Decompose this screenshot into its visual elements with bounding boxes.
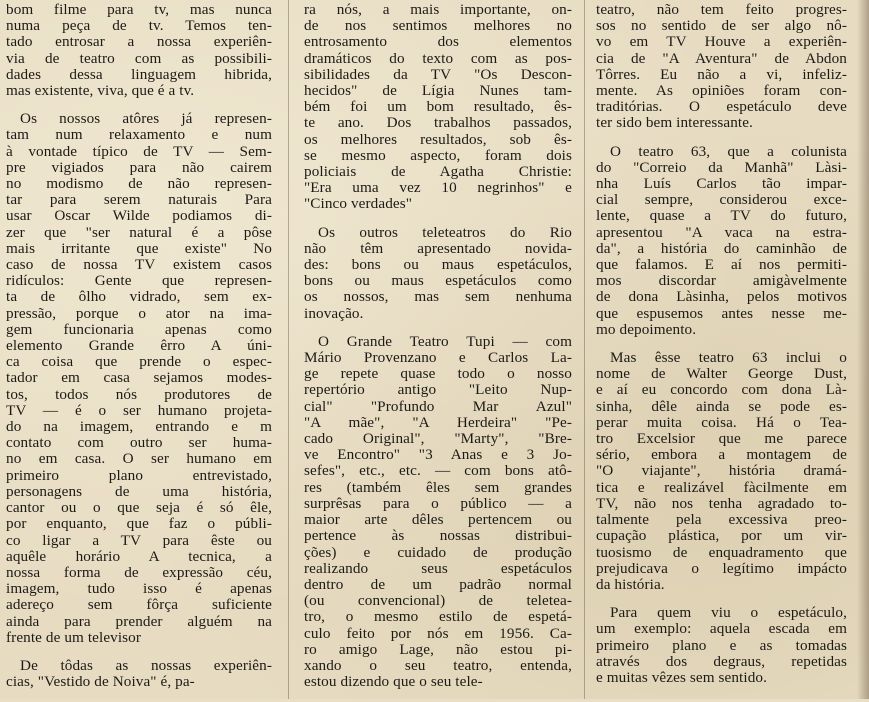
text-line: não têm apresentado novida- [304,239,572,257]
text-line: surprêsas para o público — a [304,494,572,512]
text-line: e muitas vêzes sem sentido. [596,668,767,686]
text-line: usar Oscar Wilde podiamos di- [6,207,272,225]
text-line: primeiro plano e as tomadas [596,636,847,654]
text-line: repertório antigo "Leito Nup- [304,381,572,399]
paragraph [596,605,847,686]
text-line: "Era uma vez 10 negrinhos" e [304,179,572,197]
text-line: imagem, tudo isso é apenas [6,580,272,598]
text-line: tar para serem naturais Para [6,191,272,209]
text-line: talmente pela excessiva preo- [596,511,847,529]
text-line: entrosamento dos elementos [304,33,572,51]
text-line: xando o seu teatro, entenda, [304,656,572,674]
column-2 [304,2,572,702]
text-line: se mesmo aspecto, foram dois [304,146,572,164]
text-line: cias, "Vestido de Noiva" é, pa- [6,673,195,691]
text-line: tado entrosar a nossa experiên- [6,33,272,51]
text-line: O teatro 63, que a colunista [610,142,847,160]
text-line: TV, não nos tenha agradado to- [596,494,847,512]
text-line: cupação plástica, por um vir- [596,527,847,545]
text-line: mais irritante que existe" No [6,239,272,257]
text-line: ridículos: Gente que represen- [6,272,272,290]
text-line: cia de "A Aventura" de Abdon [596,49,847,67]
text-line: ra nós, a mais importante, on- [304,1,572,18]
text-line: policiais de Agatha Christie: [304,163,572,181]
column-3 [596,2,847,698]
paragraph [304,334,572,690]
text-line: contato com outro ser huma- [6,434,272,452]
text-line: pressão, porque o ator na ima- [6,304,272,322]
text-line: mos discordar amigàvelmente [596,272,847,290]
text-line: que espusemos antes nesse me- [596,304,847,322]
text-line: sefes", etc., etc. — com bons atô- [304,462,572,480]
text-line: O Grande Teatro Tupi — com [318,332,572,350]
text-line: Para quem viu o espetáculo, [610,604,847,622]
text-line: personagens de uma história, [6,482,272,500]
text-line: ge repete quase todo o nosso [304,365,572,383]
text-line: res (também êles sem grandes [304,478,572,496]
text-line: ta de ôlho vidrado, sem ex- [6,288,272,306]
text-line: Os outros teleteatros do Rio [318,223,572,241]
text-line: traditórias. O espetáculo deve [596,98,847,116]
text-line: ca coisa que prende o espec- [6,353,272,371]
paper-edge-shadow [857,0,869,699]
text-line: des: bons ou maus espetáculos, [304,256,572,274]
text-line: da história. [596,575,665,593]
text-line: elemento Grande êrro A úni- [6,337,272,355]
paragraph [304,2,572,213]
text-line: os melhores resultados, sob ês- [304,130,572,148]
text-line: "O viajante", história dramá- [596,462,847,480]
text-line: TV — é o ser humano projeta- [6,401,272,419]
text-line: no em casa. O ser humano em [6,450,272,468]
text-line: mente. As opiniões foram con- [596,82,847,100]
text-line: zer que "ser natural é a pôse [6,223,272,241]
text-line: nome de Walter George Dust, [596,365,847,383]
text-line: "A mãe", "A Herdeira" "Pe- [304,413,572,431]
text-line: dades dessa linguagem hibrida, [6,65,272,83]
column-1 [6,2,272,702]
text-line: e aí eu concordo com dona Là- [596,381,847,399]
text-line: Tôrres. Eu não a vi, infeliz- [596,65,847,83]
text-line: ve Encontro" "3 Anas e 3 Jo- [304,446,572,464]
text-line: tos, todos nós produtores de [6,385,272,403]
text-line: cial sempre, considerou exce- [596,191,847,209]
text-line: culo feito por nós em 1956. Ca- [304,624,572,642]
paragraph [304,225,572,322]
text-line: via de teatro com as possibili- [6,49,272,67]
text-line: tam num relaxamento e num [6,126,272,144]
text-line: por enquanto, que faz o públi- [6,515,272,533]
text-line: bons ou maus espetáculos como [304,272,572,290]
text-line: estou dizendo que o seu tele- [304,673,483,691]
paragraph [596,2,847,132]
text-line: dramáticos do texto com as pos- [304,49,572,67]
text-line: do "Correio da Manhã" Làsi- [596,158,847,176]
text-line: numa peça de tv. Temos ten- [6,17,272,35]
text-line: cado Original", "Marty", "Bre- [304,430,572,448]
text-line: primeiro plano entrevistado, [6,466,272,484]
column-divider [584,0,585,699]
text-line: inovação. [304,304,364,322]
text-line: ções) e cuidado de produção [304,543,572,561]
text-line: de dona Làsinha, pelos motivos [596,288,847,306]
text-line: aquêle horário A tecnica, a [6,547,272,565]
text-line: apresentou "A vaca na estra- [596,223,847,241]
text-line: sibilidades da TV "Os Descon- [304,65,572,83]
text-line: um exemplo: aquela escada em [596,620,847,638]
text-line: sinha, dêle ainda se pode es- [596,397,847,415]
text-line: à vontade típico de TV — Sem- [6,142,272,160]
text-line: prejudicava o legítimo impácto [596,559,847,577]
text-line: perar muita coisa. Há o Tea- [596,413,847,431]
text-line: nha Luís Carlos tão impar- [596,175,847,193]
text-line: ainda para prender alguém na [6,612,272,630]
text-line: tuosismo de enquadramento que [596,543,847,561]
paragraph [6,658,272,690]
text-line: cantor ou o que seja é só êle, [6,499,272,517]
paragraph [6,2,272,99]
text-line: (ou convencional) de teletea- [304,592,572,610]
text-line: do na imagem, entrando e m [6,418,272,436]
text-line: maior arte dêles pertencem ou [304,511,572,529]
text-line: te ano. Dos trabalhos passados, [304,114,572,132]
paragraph [596,144,847,338]
text-line: mas existente, viva, que é a tv. [6,82,195,100]
paragraph [6,111,272,646]
text-line: pre vigiados para não cairem [6,158,272,176]
text-line: gem funcionaria apenas como [6,320,272,338]
text-line: mo depoimento. [596,320,697,338]
text-line: ro amigo Lage, não estou pi- [304,640,572,658]
column-divider [288,0,289,699]
text-line: De tôdas as nossas experiên- [20,656,272,674]
text-line: Mas êsse teatro 63 inclui o [610,349,847,367]
text-line: pertence às nossas distribui- [304,527,572,545]
text-line: bém foi um bom resultado, ês- [304,98,572,116]
text-line: Os nossos atôres já represen- [20,110,272,128]
text-line: co ligar a TV para êste ou [6,531,272,549]
text-line: vo em TV Houve a experiên- [596,33,847,51]
text-line: tro, o mesmo estilo de espetá- [304,608,572,626]
text-line: que falamos. E aí nos permiti- [596,256,847,274]
text-line: nossa forma de expressão céu, [6,563,272,581]
paragraph [596,350,847,593]
text-line: Mário Provenzano e Carlos La- [304,349,572,367]
text-line: através dos degraus, repetidas [596,652,847,670]
text-line: realizando seus espetáculos [304,559,572,577]
text-line: os nossos, mas sem nenhuma [304,288,572,306]
text-line: dentro de um padrão normal [304,575,572,593]
text-line: da", a história do caminhão de [596,239,847,257]
text-line: tador em casa sejamos modes- [6,369,272,387]
text-line: sério, embora a montagem de [596,446,847,464]
text-line: tro Excelsior que me parece [596,430,847,448]
text-line: frente de um televisor [6,628,142,646]
text-line: cial" "Profundo Mar Azul" [304,397,572,415]
text-line: hecidos" de Lígia Nunes tam- [304,82,572,100]
text-line: adereço sem fôrça suficiente [6,596,272,614]
text-line: ter sido bem interessante. [596,114,753,132]
text-line: no modismo de não represen- [6,175,272,193]
text-line: "Cinco verdades" [304,195,413,213]
text-line: sos no sentido de ser algo nô- [596,17,847,35]
text-line: caso de nossa TV existem casos [6,256,272,274]
text-line: teatro, não tem feito progres- [596,1,847,18]
text-line: de nos sentimos melhores no [304,17,572,35]
text-line: lente, quase a TV do futuro, [596,207,847,225]
text-line: tica e realizável fàcilmente em [596,478,847,496]
text-line: bom filme para tv, mas nunca [6,1,272,18]
